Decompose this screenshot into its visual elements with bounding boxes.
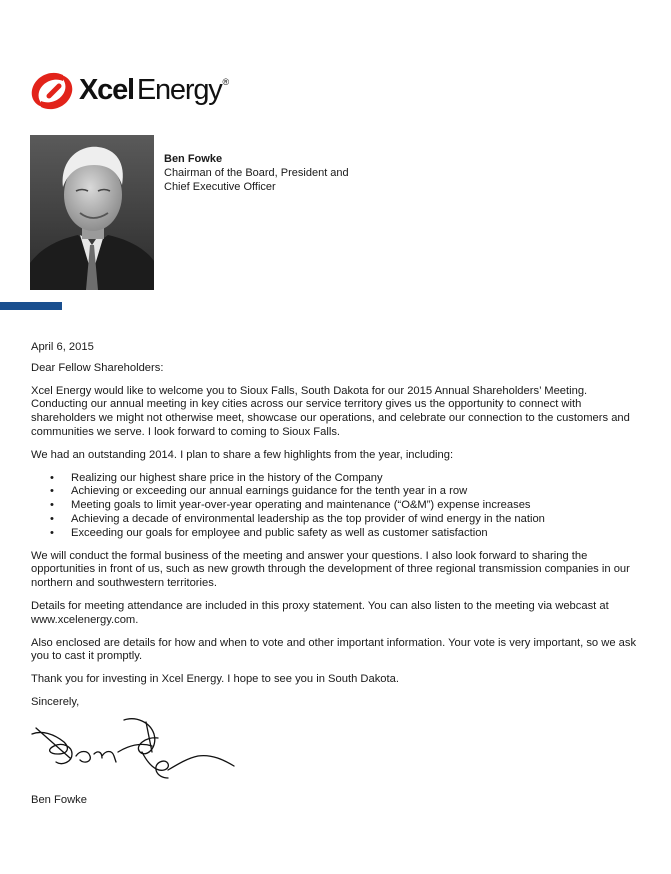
- xcel-swoosh-icon: [29, 70, 75, 112]
- bullet-icon: •: [50, 485, 54, 498]
- bullet-icon: •: [50, 471, 54, 484]
- list-item: [31, 527, 643, 541]
- letter-date: April 6, 2015: [31, 341, 94, 353]
- letter-closing: Sincerely,: [31, 695, 80, 708]
- executive-title-line1: Chairman of the Board, President and: [164, 167, 349, 179]
- handwritten-signature: [28, 712, 238, 792]
- executive-title-line2: Chief Executive Officer: [164, 181, 276, 193]
- letter-paragraph-welcome: Xcel Energy would like to welcome you to Sioux Falls, South Dakota for our 2015 Annual Shareholders’ Meeting. Conducting our annual meeting in key cities across our service territory gives us the opportunity to connect with shareholders we might not otherwise meet, showcase our operations, and celebrate our connection to the customers and communities we serve. I look forward to coming to Sioux Falls.: [31, 384, 630, 438]
- letter-paragraph-thanks: Thank you for investing in Xcel Energy. I hope to see you in South Dakota.: [31, 673, 399, 686]
- highlight-text: Achieving a decade of environmental leadership as the top provider of wind energy in the nation: [71, 512, 545, 525]
- highlight-text: Realizing our highest share price in the history of the Company: [71, 471, 383, 484]
- bullet-icon: •: [50, 526, 54, 539]
- signer-name: Ben Fowke: [31, 794, 87, 806]
- logo-wordmark-regular: Energy: [136, 74, 222, 106]
- executive-name: Ben Fowke: [164, 153, 223, 165]
- xcel-energy-logo: [29, 70, 244, 112]
- letter-paragraph-highlights-intro: We had an outstanding 2014. I plan to share a few highlights from the year, including:: [31, 448, 454, 461]
- logo-wordmark: [79, 74, 228, 107]
- logo-wordmark-bold: Xcel: [79, 74, 134, 106]
- highlights-list: [31, 472, 643, 541]
- letter-paragraph-attendance: Details for meeting attendance are included in this proxy statement. You can also listen to the meeting via webcast at www.xcelenergy.com.: [31, 599, 609, 626]
- list-item: [31, 499, 643, 513]
- highlight-text: Achieving or exceeding our annual earnings guidance for the tenth year in a row: [71, 485, 468, 498]
- bullet-icon: •: [50, 512, 54, 525]
- executive-portrait-image: [30, 135, 154, 290]
- highlight-text: Exceeding our goals for employee and public safety as well as customer satisfaction: [71, 526, 488, 539]
- list-item: [31, 485, 643, 499]
- letter-salutation: Dear Fellow Shareholders:: [31, 361, 164, 374]
- letter-paragraph-business: We will conduct the formal business of the meeting and answer your questions. I also look forward to sharing the opportunities in front of us, such as new growth through the development of three regional transmission companies in our northern and southwestern territories.: [31, 549, 630, 590]
- list-item: [31, 472, 643, 486]
- letter-paragraph-voting: Also enclosed are details for how and when to vote and other important information. Your vote is very important, so we ask you to cast it promptly.: [31, 636, 637, 663]
- registered-mark: ®: [222, 77, 228, 87]
- executive-info: [164, 152, 349, 194]
- highlight-text: Meeting goals to limit year-over-year operating and maintenance (“O&M”) expense increases: [71, 499, 531, 512]
- letter-body: [31, 341, 643, 719]
- accent-bar: [0, 302, 62, 310]
- bullet-icon: •: [50, 499, 54, 512]
- list-item: [31, 513, 643, 527]
